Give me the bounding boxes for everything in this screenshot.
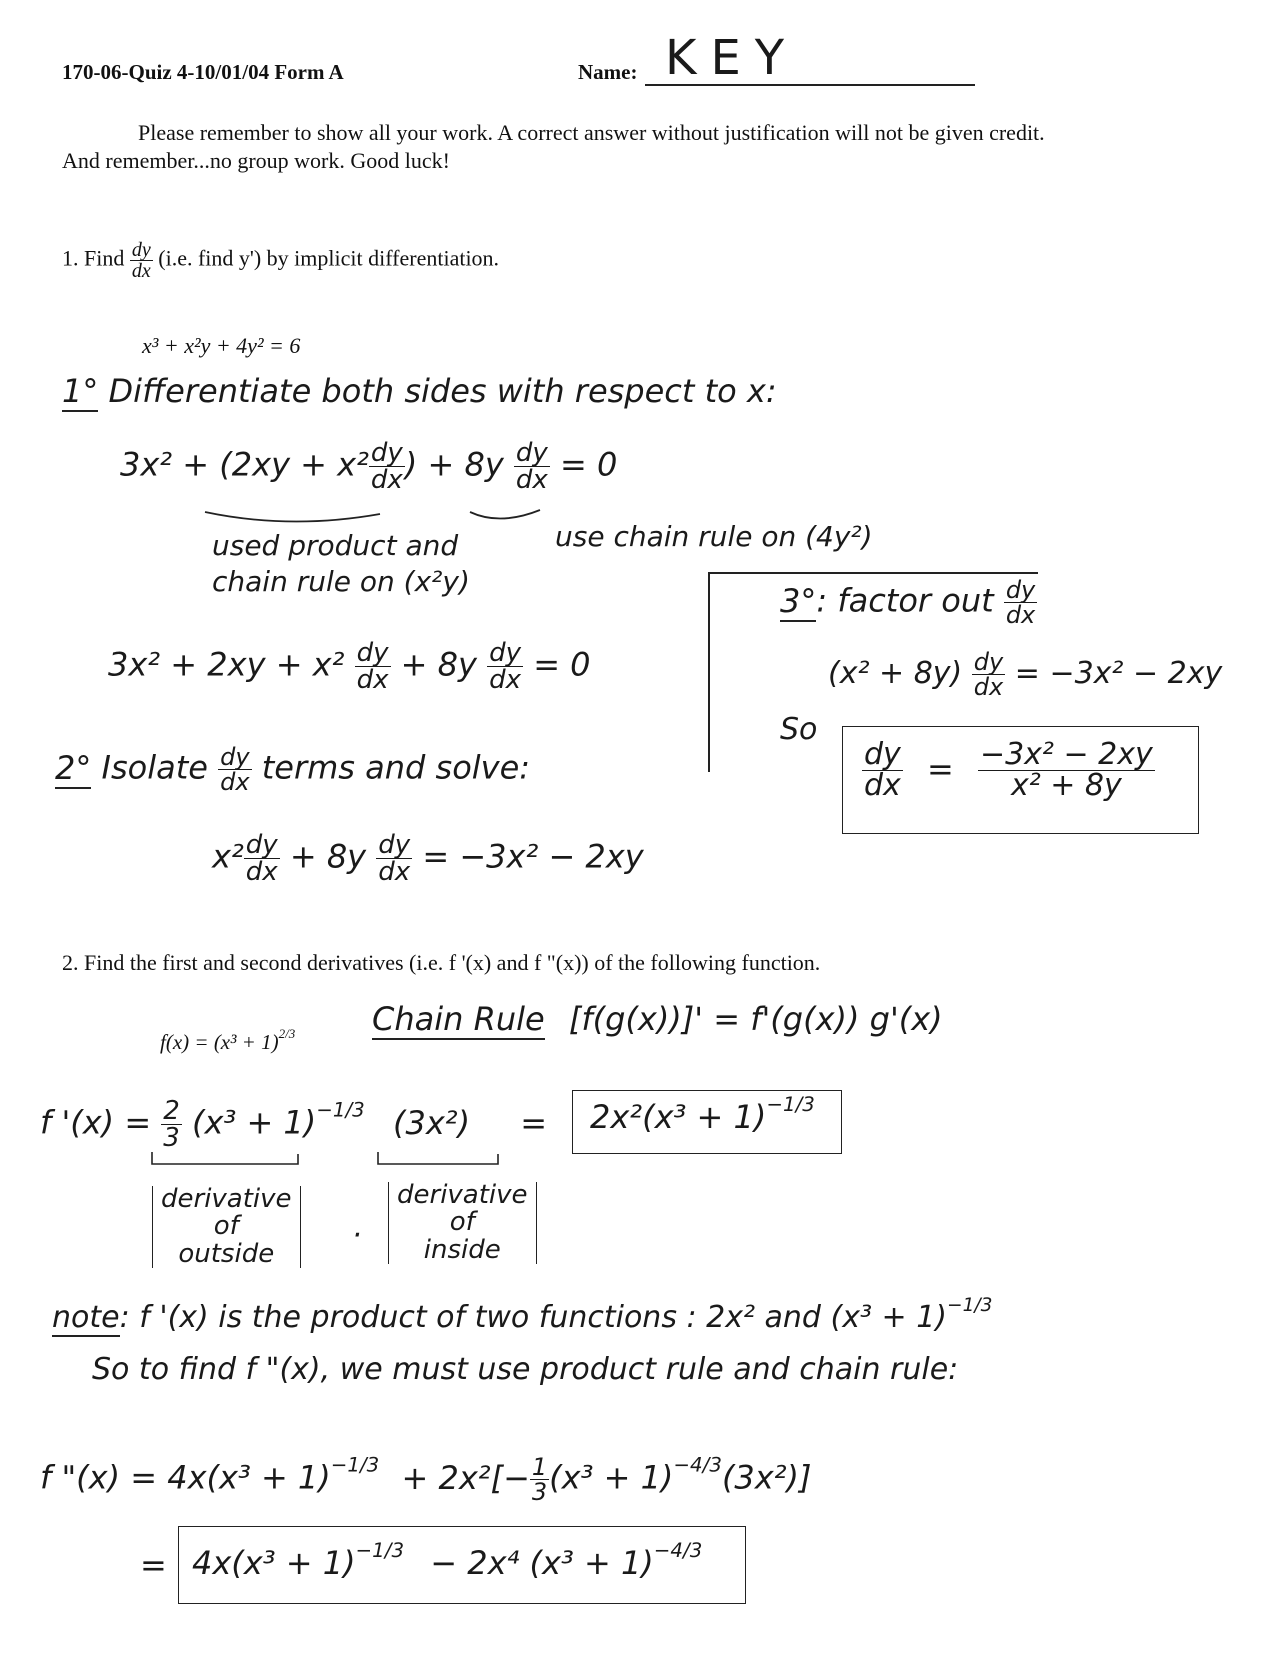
q2-function-base: f(x) = (x³ + 1): [160, 1030, 279, 1054]
q1-so: So: [780, 712, 818, 747]
q2-fprime-exp: −1/3: [316, 1098, 365, 1122]
q1-eq1-part-c: = 0: [559, 445, 618, 484]
q1-eq4-part-a: (x² + 8y): [828, 656, 963, 691]
q2-function: [160, 1025, 296, 1055]
name-value: KEY: [665, 30, 799, 86]
q1-eq1-part-a: 3x² + (2xy + x²: [120, 445, 369, 484]
instructions-line2: And remember...no group work. Good luck!: [62, 148, 450, 173]
q1-eq2-dydx-1: [355, 640, 391, 693]
q2-fpp-term-b: + 2x²[−: [401, 1458, 530, 1497]
instructions-line1: Please remember to show all your work. A correct answer without justification will not be given credit.: [138, 120, 1045, 145]
q1-answer-numerator: −3x² − 2xy: [979, 737, 1153, 772]
q1-answer-dydx-num: dy: [864, 737, 901, 772]
q2-fprime-inner: (3x²): [392, 1103, 471, 1142]
q1-prompt-rest: (i.e. find y') by implicit differentiation.: [158, 245, 500, 271]
q1-dydx-num: dy: [131, 239, 151, 261]
q1-eq1-dydx-2-den: dx: [515, 465, 548, 495]
q2-fprime-outer: (x³ + 1): [192, 1103, 317, 1142]
q1-step2: [55, 745, 530, 794]
q1-step3-dydx: [1004, 578, 1037, 627]
q1-eq3-dydx-2: [376, 832, 412, 885]
q1-dydx-den: dx: [131, 260, 151, 282]
q2-bracket-outside-l2: of: [213, 1211, 239, 1242]
q1-eq2-dydx-1-num: dy: [356, 638, 389, 668]
name-label: Name:: [578, 60, 638, 84]
q2-fprime-underbrace-1: [152, 1152, 298, 1164]
q1-eq3-part-b: + 8y: [289, 837, 367, 876]
q2-fpp-term-c: (x³ + 1): [549, 1458, 674, 1497]
q2-bracket-dot: ·: [352, 1218, 362, 1253]
q2-bracket-inside-l2: of: [449, 1207, 475, 1238]
q2-function-exp: 2/3: [278, 1025, 296, 1041]
q1-step3: [780, 578, 1037, 627]
q2-bracket-outside-l3: outside: [178, 1238, 275, 1269]
q2-note-line1: [52, 1295, 993, 1335]
q2-fprime-answer-exp: −1/3: [766, 1093, 815, 1117]
q1-eq4: [828, 650, 1222, 699]
q1-equation: x³ + x²y + 4y² = 6: [142, 333, 301, 358]
q2-bracket-inside-l3: inside: [423, 1234, 501, 1265]
q1-eq2-dydx-1-den: dx: [356, 665, 389, 695]
q1-eq3-part-a: x²: [212, 837, 244, 876]
q1-underbrace-1: [205, 512, 380, 522]
q2-note-line2: So to find f "(x), we must use product rule and chain rule:: [92, 1352, 959, 1387]
q1-prompt: [62, 240, 499, 281]
q2-bracket-inside-box: [388, 1182, 537, 1264]
q1-step2-isolate: Isolate: [101, 748, 208, 787]
q1-answer-dydx: [862, 737, 903, 803]
q1-eq1-dydx-1-den: dx: [370, 465, 403, 495]
q2-fpp-answer-a-exp: −1/3: [355, 1539, 405, 1563]
q1-step2-num: 2°: [55, 748, 92, 787]
q1-note-a-line1: used product and: [212, 529, 459, 562]
q1-step3-dydx-den: dx: [1005, 601, 1036, 629]
q1-eq1: [120, 440, 617, 493]
q2-fpp-answer-b-exp: −4/3: [653, 1539, 703, 1563]
q2-fprime-lhs: f '(x) =: [40, 1103, 152, 1142]
q1-note-a-line2: chain rule on (x²y): [212, 565, 470, 598]
q1-number: 1.: [62, 245, 79, 271]
q2-bracket-outside: [152, 1186, 301, 1269]
q1-eq1-dydx-1: [369, 440, 405, 493]
q2-chain-rule: [372, 1000, 943, 1038]
q2-fprime-coef-num: 2: [163, 1096, 180, 1126]
q2-fprime-answer: [590, 1093, 815, 1136]
q1-answer-dydx-den: dx: [864, 768, 901, 803]
q2-fpp-lhs: f "(x) =: [40, 1458, 158, 1497]
q1-step3-frame-top: [708, 572, 1038, 574]
q2-fpp-answer: [192, 1539, 703, 1582]
q1-answer-equals: =: [926, 749, 954, 788]
q1-eq2-part-b: + 8y: [400, 645, 477, 684]
q1-dydx: [130, 240, 153, 281]
q1-eq2-dydx-2: [487, 640, 523, 693]
q2-chain-rule-label: Chain Rule: [372, 1000, 545, 1038]
q1-eq4-dydx: [972, 650, 1005, 699]
q1-step2-dydx: [218, 745, 251, 794]
q2-fpp-answer-b: − 2x⁴ (x³ + 1): [430, 1544, 654, 1582]
q2-note-line1-exp: −1/3: [947, 1295, 993, 1317]
q2-fprime-answer-base: 2x²(x³ + 1): [590, 1098, 767, 1136]
q1-eq4-part-b: = −3x² − 2xy: [1014, 656, 1223, 691]
q1-step2-text: terms and solve:: [261, 748, 531, 787]
q2-fpp-frac-den: 3: [531, 1478, 548, 1506]
q1-eq3-part-c: = −3x² − 2xy: [422, 837, 644, 876]
q2-fprime-coef: [161, 1098, 182, 1151]
q1-eq1-dydx-2-num: dy: [515, 438, 548, 468]
q1-eq3: [212, 832, 644, 885]
q1-eq2-part-c: = 0: [533, 645, 591, 684]
q2-fdoubleprime: [40, 1455, 812, 1504]
q2-fprime-equals: =: [520, 1103, 548, 1142]
q1-eq2-dydx-2-num: dy: [489, 638, 522, 668]
q1-find: Find: [84, 245, 125, 271]
q2-fpp-answer-a: 4x(x³ + 1): [192, 1544, 356, 1582]
q1-step3-dydx-num: dy: [1005, 576, 1036, 604]
q1-step3-frame-left: [708, 572, 710, 772]
q1-eq3-dydx-1-den: dx: [245, 857, 278, 887]
q1-step1-num: 1°: [62, 372, 99, 410]
q2-note-label: note: [52, 1300, 120, 1335]
q2-prompt: [62, 950, 820, 976]
q1-note-a: [212, 528, 470, 600]
q2-fprime-coef-den: 3: [163, 1123, 180, 1153]
q2-fpp-frac: [530, 1455, 549, 1504]
q2-fprime: [40, 1098, 547, 1151]
q1-answer-denominator: x² + 8y: [1010, 768, 1122, 803]
q1-step1-text: Differentiate both sides with respect to x:: [108, 372, 777, 410]
q1-eq3-dydx-1-num: dy: [245, 830, 278, 860]
q1-answer: [862, 737, 1155, 803]
q1-step3-text: : factor out: [816, 581, 994, 620]
q1-eq1-part-b: ) + 8y: [404, 445, 504, 484]
q1-step2-dydx-den: dx: [220, 768, 250, 796]
q1-eq2: [108, 640, 591, 693]
q1-eq4-dydx-den: dx: [973, 673, 1004, 701]
q1-underbrace-2: [470, 510, 540, 519]
q2-fpp-term-a: 4x(x³ + 1): [167, 1458, 331, 1497]
q2-chain-rule-formula: [f(g(x))]' = f'(g(x)) g'(x): [568, 1000, 943, 1038]
q2-fpp-term-a-exp: −1/3: [330, 1453, 380, 1477]
q1-eq1-dydx-2: [514, 440, 550, 493]
q1-eq1-dydx-1-num: dy: [370, 438, 403, 468]
q2-bracket-outside-l1: derivative: [161, 1184, 292, 1214]
q2-bracket-inside: [388, 1182, 537, 1265]
quiz-title: 170-06-Quiz 4-10/01/04 Form A: [62, 60, 344, 84]
q1-step3-num: 3°: [780, 581, 817, 620]
q1-eq2-dydx-2-den: dx: [489, 665, 522, 695]
q2-number: 2.: [62, 950, 79, 975]
q2-fprime-underbraces: [148, 1150, 528, 1172]
q2-bracket-inside-l1: derivative: [397, 1180, 528, 1210]
q2-fpp-term-c-exp: −4/3: [673, 1453, 722, 1477]
q1-step1: [62, 372, 777, 410]
q2-fpp-term-d: (3x²)]: [721, 1458, 812, 1497]
q1-step2-dydx-num: dy: [220, 743, 250, 771]
q2-bracket-outside-box: [152, 1186, 301, 1268]
q2-fpp-eq2: =: [140, 1546, 167, 1584]
q1-answer-frac: [978, 737, 1155, 803]
q1-eq3-dydx-2-num: dy: [378, 830, 411, 860]
q1-eq3-dydx-1: [244, 832, 280, 885]
q1-eq4-dydx-num: dy: [973, 648, 1004, 676]
q1-eq3-dydx-2-den: dx: [378, 857, 411, 887]
q2-fprime-underbrace-2: [378, 1152, 498, 1164]
q2-fpp-frac-num: 1: [531, 1453, 548, 1481]
q2-prompt-text: Find the first and second derivatives (i.e. f '(x) and f "(x)) of the following function.: [84, 950, 821, 975]
q2-note-line1-text: : f '(x) is the product of two functions : 2x² and (x³ + 1): [119, 1300, 947, 1335]
q1-eq2-part-a: 3x² + 2xy + x²: [108, 645, 345, 684]
q1-note-b: use chain rule on (4y²): [555, 520, 873, 553]
